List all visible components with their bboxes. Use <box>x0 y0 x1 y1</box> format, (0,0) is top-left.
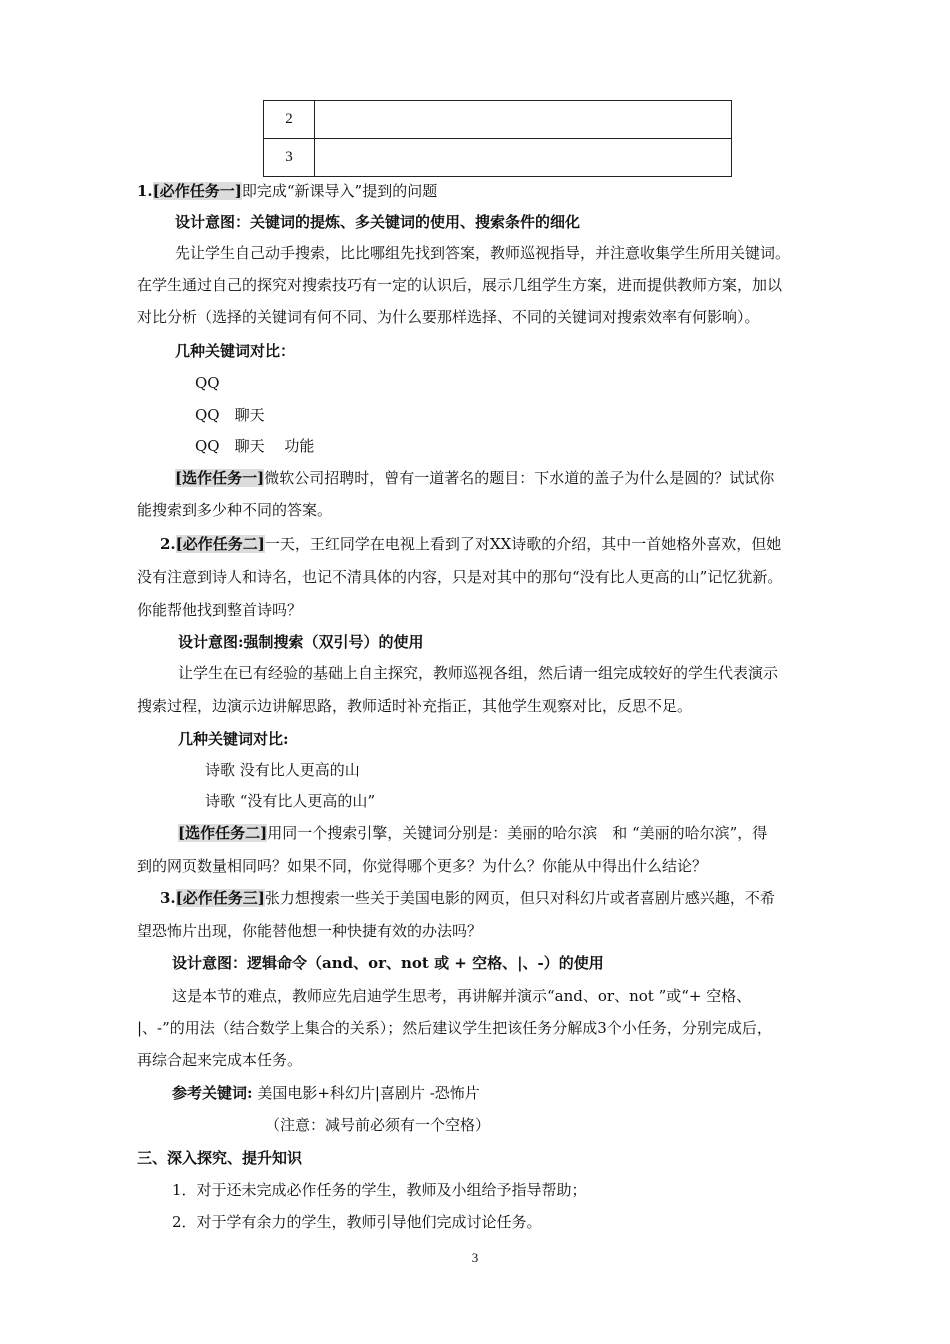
task3-tag: [必作任务三] <box>175 889 265 907</box>
task3-note: （注意：减号前必须有一个空格） <box>265 1116 491 1134</box>
row-content <box>315 139 732 177</box>
task1-compare: 几种关键词对比： <box>175 342 296 360</box>
opt1-tag: [选作任务一] <box>175 469 265 487</box>
row-number: 3 <box>264 139 315 177</box>
task2-design: 设计意图:强制搜索（双引号）的使用 <box>178 633 424 651</box>
task3-reference <box>172 1083 480 1103</box>
section3-item-1: 1．对于还未完成必作任务的学生，教师及小组给予指导帮助； <box>172 1181 587 1199</box>
task1-para-3: 对比分析（选择的关键词有何不同、为什么要那样选择、不同的关键词对搜索效率有何影响）。 <box>137 308 760 326</box>
task2-para-1: 让学生在已有经验的基础上自主探究，教师巡视各组，然后请一组完成较好的学生代表演示 <box>178 664 779 682</box>
task3-para-1: 这是本节的难点，教师应先启迪学生思考，再讲解并演示“and、or、not ”或“+ 空格、 <box>172 987 752 1005</box>
task2-keyword-2: 诗歌 “没有比人更高的山” <box>205 792 376 810</box>
row-content <box>315 101 732 139</box>
table-row <box>264 101 732 139</box>
task1-para-2: 在学生通过自己的探究对搜索技巧有一定的认识后，展示几组学生方案，进而提供教师方案，加以 <box>137 276 783 294</box>
task1-keyword-1: QQ <box>195 374 220 392</box>
opt2-line-1: [选作任务二]用同一个搜索引擎，关键词分别是：美丽的哈尔滨 和 “美丽的哈尔滨”，得 <box>178 824 768 842</box>
task1-tag: [必作任务一] <box>152 182 242 200</box>
task3-para-2: |、-”的用法（结合数学上集合的关系）；然后建议学生把该任务分解成3个小任务，分别完成后， <box>137 1019 772 1037</box>
task3-design: 设计意图：逻辑命令（and、or、not 或 + 空格、|、-）的使用 <box>172 954 604 972</box>
task3-line-2: 望恐怖片出现，你能替他想一种快捷有效的办法吗？ <box>137 922 483 940</box>
opt1-line-1: [选作任务一]微软公司招聘时，曾有一道著名的题目：下水道的盖子为什么是圆的？试试你 <box>175 469 775 487</box>
task2-tag: [必作任务二] <box>175 535 265 553</box>
task1-keyword-2: QQ 聊天 <box>195 406 265 424</box>
section3-item-2: 2．对于学有余力的学生，教师引导他们完成讨论任务。 <box>172 1213 542 1231</box>
task2-keyword-1: 诗歌 没有比人更高的山 <box>205 761 360 779</box>
task1-keyword-3: QQ 聊天 功能 <box>195 437 315 455</box>
table-row <box>264 139 732 177</box>
task3-para-3: 再综合起来完成本任务。 <box>137 1051 303 1069</box>
task2-line-2: 没有注意到诗人和诗名，也记不清具体的内容，只是对其中的那句“没有比人更高的山”记忆犹新。 <box>137 568 783 586</box>
page-number: 3 <box>471 1250 479 1265</box>
row-number: 2 <box>264 101 315 139</box>
reference-value: 美国电影+科幻片|喜剧片 -恐怖片 <box>257 1084 480 1102</box>
opt1-line-2: 能搜索到多少种不同的答案。 <box>137 501 333 519</box>
task1-para-1: 先让学生自己动手搜索，比比哪组先找到答案，教师巡视指导，并注意收集学生所用关键词。 <box>175 244 791 262</box>
task1-design: 设计意图：关键词的提炼、多关键词的使用、搜索条件的细化 <box>175 213 581 231</box>
opt2-tag: [选作任务二] <box>178 824 268 842</box>
task1-title: 1.[必作任务一]即完成“新课导入”提到的问题 <box>137 182 438 200</box>
task2-title: 2.[必作任务二]一天，王红同学在电视上看到了对XX诗歌的介绍，其中一首她格外喜欢，但她 <box>160 535 782 553</box>
opt2-line-2: 到的网页数量相同吗？如果不同，你觉得哪个更多？为什么？你能从中得出什么结论？ <box>137 857 708 875</box>
reference-label: 参考关键词: <box>172 1084 253 1102</box>
task3-title: 3.[必作任务三]张力想搜索一些关于美国电影的网页，但只对科幻片或者喜剧片感兴趣，不希 <box>160 889 775 907</box>
task2-para-2: 搜索过程，边演示边讲解思路，教师适时补充指正，其他学生观察对比，反思不足。 <box>137 697 693 715</box>
task2-line-3: 你能帮他找到整首诗吗？ <box>137 601 303 619</box>
task2-compare: 几种关键词对比: <box>178 730 289 748</box>
section3-heading: 三、深入探究、提升知识 <box>137 1149 303 1167</box>
task-table <box>263 100 732 177</box>
